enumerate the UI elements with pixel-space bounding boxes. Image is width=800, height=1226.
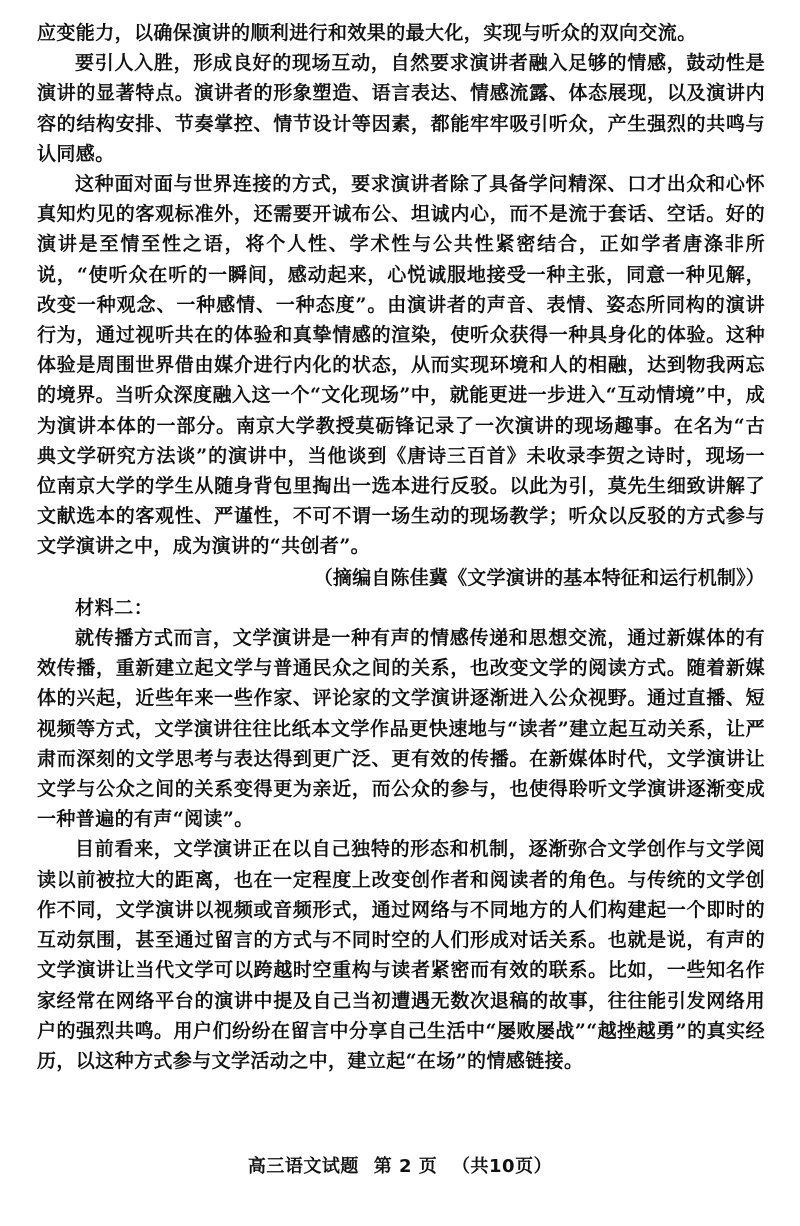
section-heading: 材料二： <box>75 596 154 619</box>
footer-title: 高三语文试题 <box>247 1156 359 1177</box>
paragraph-5: 目前看来，文学演讲正在以自己独特的形态和机制，逐渐弥合文学创作与文学阅读以前被拉大的距离，也在一定程度上改变创作者和阅读者的角色。与传统的文学创作不同，文学演讲以视频或音频形式，通过网络与不同地方的人们构建起一个即时的互动氛围，甚至通过留言的方式与不同时空的人们形成对话关系。也就是说，有声的文学演讲让当代文学可以跨越时空重构与读者紧密而有效的联系。比如，一些知名作家经常在网络平台的演讲中提及自己当初遭遇无数次退稿的故事，往往能引发网络用户的强烈共鸣。用户们纷纷在留言中分享自己生活中“屡败屡战”“越挫越勇”的真实经历，以这种方式参与文学活动之中，建立起“在场”的情感链接。 <box>37 838 765 1072</box>
paragraph-3: 这种面对面与世界连接的方式，要求演讲者除了具备学问精深、口才出众和心怀真知灼见的客观标准外，还需要开诚布公、坦诚内心，而不是流于套话、空话。好的演讲是至情至性之语，将个人性、学术性与公共性紧密结合，正如学者唐涤非所说，“使听众在听的一瞬间，感动起来，心悦诚服地接受一种主张，同意一种见解，改变一种观念、一种感情、一种态度”。由演讲者的声音、表情、姿态所同构的演讲行为，通过视听共在的体验和真挚情感的渲染，使听众获得一种具身化的体验。这种体验是周围世界借由媒介进行内化的状态，从而实现环境和人的相融，达到物我两忘的境界。当听众深度融入这一个“文化现场”中，就能更进一步进入“互动情境”中，成为演讲本体的一部分。南京大学教授莫砺锋记录了一次演讲的现场趣事。在名为“古典文学研究方法谈”的演讲中，当他谈到《唐诗三百首》未收录李贺之诗时，现场一位南京大学的学生从随身背包里掏出一选本进行反驳。以此为引，莫先生细致讲解了文献选本的客观性、严谨性，不可不谓一场生动的现场教学；听众以反驳的方式参与文学演讲之中，成为演讲的“共创者”。 <box>37 173 765 558</box>
paragraph-1: 应变能力，以确保演讲的顺利进行和效果的最大化，实现与听众的双向交流。 <box>37 22 697 44</box>
paragraph-4: 就传播方式而言，文学演讲是一种有声的情感传递和思想交流，通过新媒体的有效传播，重新建立起文学与普通民众之间的关系，也改变文学的阅读方式。随着新媒体的兴起，近些年来一些作家、评论家的文学演讲逐渐进入公众视野。通过直播、短视频等方式，文学演讲往往比纸本文学作品更快速地与“读者”建立起互动关系，让严肃而深刻的文学思考与表达得到更广泛、更有效的传播。在新媒体时代，文学演讲让文学与公众之间的关系变得更为亲近，而公众的参与，也使得聆听文学演讲逐渐变成一种普遍的有声“阅读”。 <box>37 627 765 831</box>
paragraph-2: 要引人入胜，形成良好的现场互动，自然要求演讲者融入足够的情感，鼓动性是演讲的显著特点。演讲者的形象塑造、语言表达、情感流露、体态展现，以及演讲内容的结构安排、节奏掌控、情节设计等因素，都能牢牢吸引听众，产生强烈的共鸣与认同感。 <box>37 52 765 165</box>
source-citation: （摘编自陈佳冀《文学演讲的基本特征和运行机制》） <box>313 566 765 589</box>
document-body <box>37 18 765 1076</box>
footer-total-pages: （共10页） <box>452 1156 553 1177</box>
page-footer <box>0 1152 800 1178</box>
footer-page-number: 第 2 页 <box>373 1156 438 1177</box>
